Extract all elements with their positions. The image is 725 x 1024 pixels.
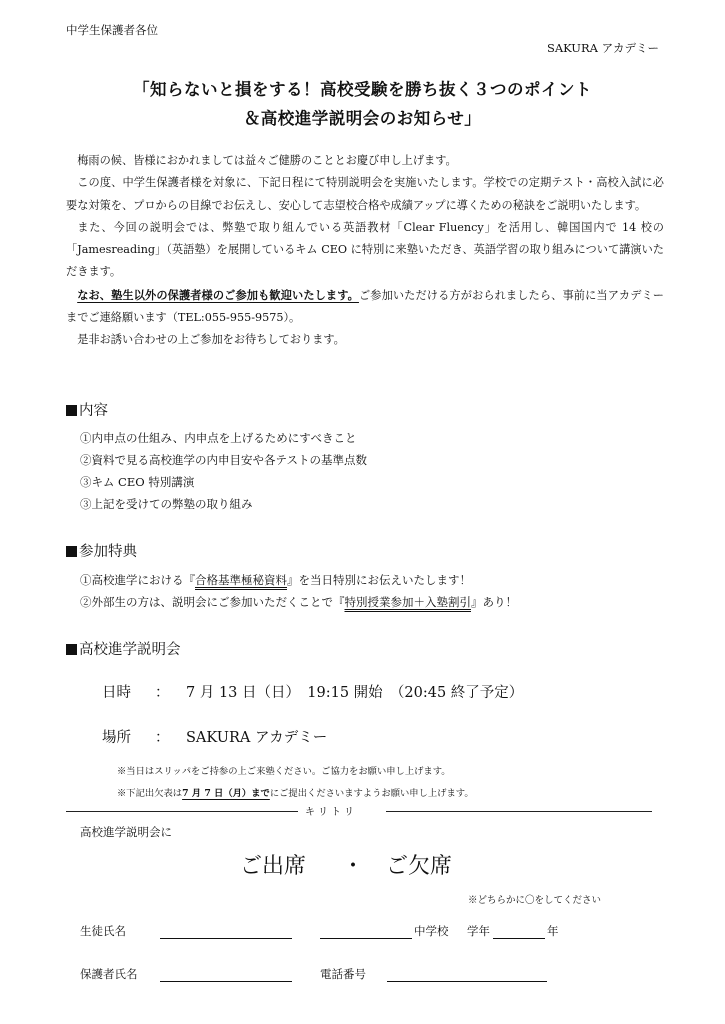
notice-body: [66, 150, 664, 352]
phone-field[interactable]: [387, 981, 547, 982]
option-separator: ・: [342, 854, 365, 879]
student-name-label: 生徒氏名: [80, 924, 126, 938]
cut-line-left: [66, 811, 298, 812]
form-heading: 高校進学説明会に: [80, 825, 172, 839]
special-class-discount-emphasis: 特別授業参加＋入塾割引: [344, 595, 471, 609]
square-bullet-icon: [66, 644, 77, 655]
benefit-item-2: ②外部生の方は、説明会にご参加いただくことで『特別授業参加＋入塾割引』あり！: [80, 595, 517, 609]
phone-label: 電話番号: [320, 967, 366, 981]
slippers-note: ※当日はスリッパをご持参の上ご来塾ください。ご協力をお願い申し上げます。: [117, 766, 451, 777]
contents-item: ②資料で見る高校進学の内申目安や各テストの基準点数: [80, 453, 368, 467]
deadline-date: 7 月 7 日（月）まで: [182, 788, 270, 799]
guardian-name-label: 保護者氏名: [80, 967, 138, 981]
place-label: 場所: [102, 730, 131, 746]
notice-title-line1: 「知らないと損をする！高校受験を勝ち抜く３つのポイント: [133, 80, 592, 99]
welcome-emphasis: なお、塾生以外の保護者様のご参加も歓迎いたします。: [77, 287, 359, 302]
cut-line-right: [386, 811, 652, 812]
school-label: 中学校: [414, 924, 449, 938]
place-value: SAKURA アカデミー: [186, 730, 328, 746]
place-separator: ：: [155, 730, 170, 746]
attend-option[interactable]: ご出席: [240, 854, 307, 879]
student-name-field[interactable]: [160, 938, 292, 939]
benefits-heading: 参加特典: [66, 540, 137, 561]
grade-label: 学年: [467, 924, 490, 938]
contact-request: ご参加いただける方がおられましたら、事前に当アカデミーまでご連絡願います（TEL:055-955-9575）。: [66, 288, 664, 325]
date-separator: ：: [155, 685, 170, 701]
date-label: 日時: [102, 685, 131, 701]
recipient-line: 中学生保護者各位: [66, 23, 158, 37]
contents-heading: 内容: [66, 399, 108, 420]
purpose-paragraph: この度、中学生保護者様を対象に、下記日程にて特別説明会を実施いたします。学校での定期テスト・高校入試に必要な対策を、プロからの目線でお伝えし、安心して志望校合格や成績アップに導くための秘訣をご説明いたします。: [66, 176, 664, 212]
secret-materials-emphasis: 合格基準極秘資料: [195, 573, 287, 587]
absent-option[interactable]: ご欠席: [386, 854, 453, 879]
closing-paragraph: 是非お誘い合わせの上ご参加をお待ちしております。: [77, 333, 345, 347]
greeting-paragraph: 梅雨の候、皆様におかれましては益々ご健勝のこととお慶び申し上げます。: [77, 154, 457, 167]
guardian-name-field[interactable]: [160, 981, 292, 982]
contents-item: ③上記を受けての弊塾の取り組み: [80, 497, 253, 511]
invitation-paragraph: [66, 284, 664, 330]
guest-speaker-paragraph: また、今回の説明会では、弊塾で取り組んでいる英語教材「Clear Fluency」を活用し、韓国国内で 14 校の「Jamesreading」（英語塾）を展開しているキム CEO に特別に来塾いただき、英語学習の取り組みについて講演いただきます。: [66, 220, 664, 279]
date-value: 7 月 13 日（日） 19:15 開始 （20:45 終了予定）: [186, 685, 524, 701]
square-bullet-icon: [66, 546, 77, 557]
grade-field[interactable]: [493, 938, 545, 939]
sender-name: SAKURA アカデミー: [546, 41, 659, 55]
contents-item: ①内申点の仕組み、内申点を上げるためにすべきこと: [80, 431, 357, 445]
contents-item: ③キム CEO 特別講演: [80, 475, 195, 489]
grade-suffix: 年: [547, 924, 559, 938]
deadline-note: ※下記出欠表は7 月 7 日（月）までにご提出くださいますようお願い申し上げます。: [117, 788, 474, 799]
school-name-field[interactable]: [320, 938, 412, 939]
square-bullet-icon: [66, 405, 77, 416]
session-heading: 高校進学説明会: [66, 638, 181, 659]
circle-instruction: ※どちらかに〇をしてください: [468, 895, 602, 906]
notice-title-line2: ＆高校進学説明会のお知らせ」: [243, 109, 482, 128]
benefit-item-1: ①高校進学における『合格基準極秘資料』を当日特別にお伝えいたします！: [80, 573, 471, 587]
cut-here-label: キリトリ: [305, 807, 357, 818]
